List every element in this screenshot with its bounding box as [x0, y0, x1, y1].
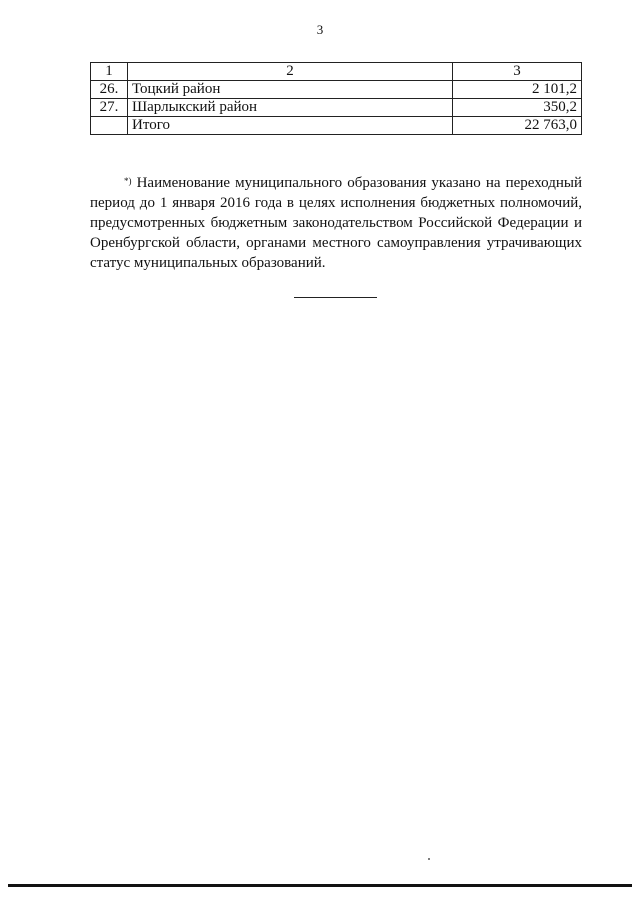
footnote-marker: *) — [124, 176, 132, 186]
footnote — [90, 173, 582, 273]
row-district-name: Шарлыкский район — [128, 99, 453, 117]
table-row — [91, 81, 582, 99]
row-number — [91, 117, 128, 135]
bottom-border-bar — [8, 884, 632, 887]
total-label: Итого — [128, 117, 453, 135]
header-cell-1: 1 — [91, 63, 128, 81]
table-row — [91, 99, 582, 117]
budget-table — [90, 62, 582, 135]
row-district-name: Тоцкий район — [128, 81, 453, 99]
table-header-row — [91, 63, 582, 81]
row-amount: 350,2 — [453, 99, 582, 117]
row-amount: 2 101,2 — [453, 81, 582, 99]
footnote-text: Наименование муниципального образования указано на переходный период до 1 января 2016 года в целях исполнения бюджетных полномочий, предусмотренных бюджетным законодательством Российской Федерации и Оренбургской области, органами местного самоуправления утрачивающих статус муниципальных образований. — [90, 175, 582, 271]
table-total-row — [91, 117, 582, 135]
footnote-paragraph — [90, 173, 582, 273]
row-number: 27. — [91, 99, 128, 117]
total-amount: 22 763,0 — [453, 117, 582, 135]
page-number: 3 — [316, 22, 324, 37]
scan-speck — [428, 858, 430, 860]
row-number: 26. — [91, 81, 128, 99]
header-cell-2: 2 — [128, 63, 453, 81]
header-cell-3: 3 — [453, 63, 582, 81]
end-separator-line — [294, 297, 377, 298]
